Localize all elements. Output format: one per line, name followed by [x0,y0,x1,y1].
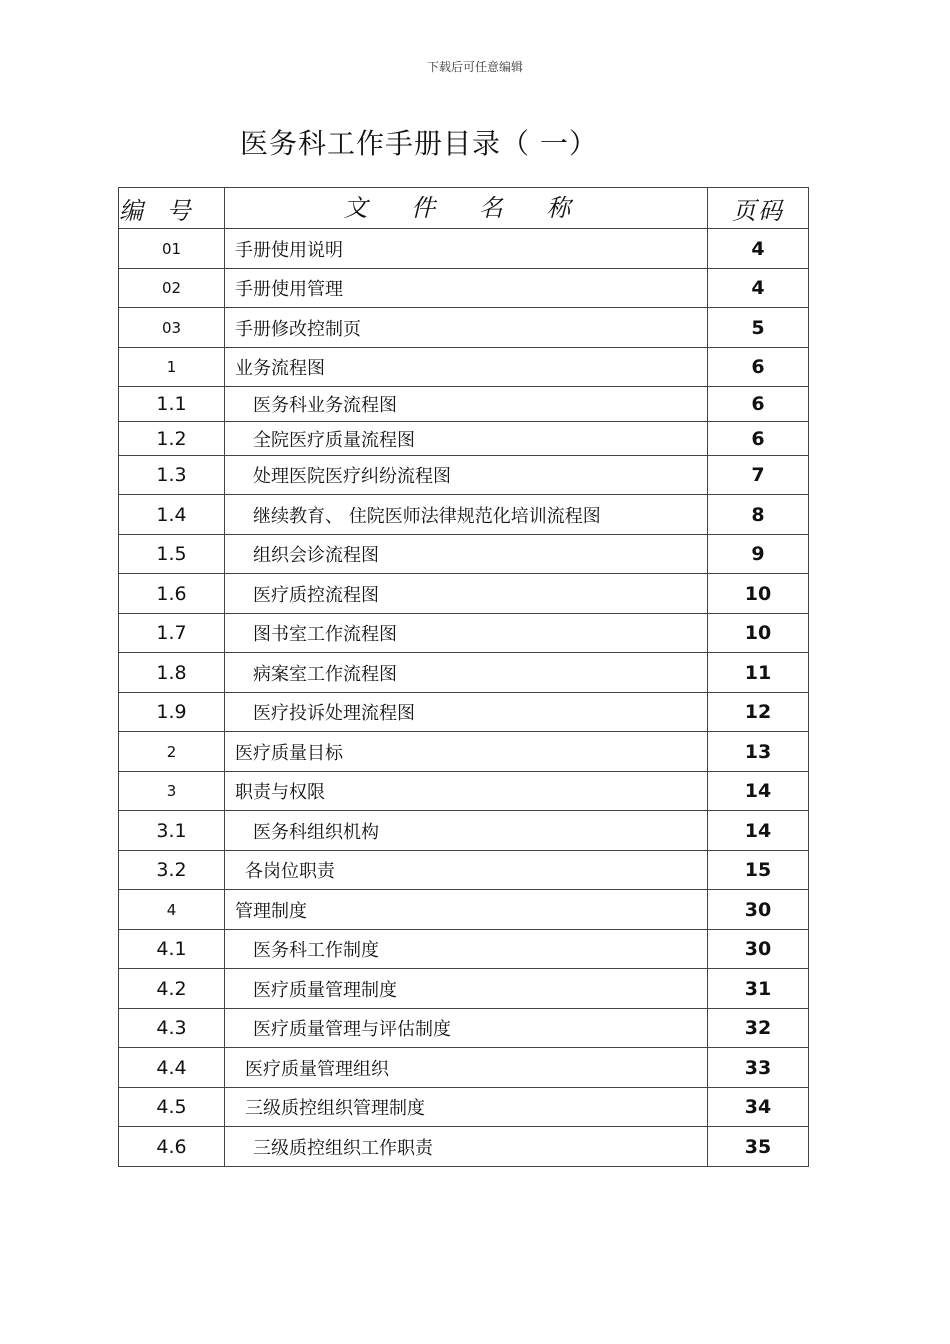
toc-page: 35 [708,1127,809,1167]
toc-number: 4.2 [119,969,225,1009]
toc-name: 医疗质控流程图 [225,574,708,614]
toc-number: 4.5 [119,1088,225,1127]
toc-page: 4 [708,229,809,269]
toc-page: 33 [708,1048,809,1088]
toc-row [119,772,809,811]
toc-number: 4 [119,890,225,930]
toc-number: 01 [119,229,225,269]
toc-row [119,851,809,890]
toc-number: 1 [119,348,225,387]
toc-row [119,811,809,851]
toc-number: 3.2 [119,851,225,890]
toc-name: 医疗质量管理与评估制度 [225,1009,708,1048]
toc-page: 13 [708,732,809,772]
toc-row [119,348,809,387]
toc-name: 继续教育、 住院医师法律规范化培训流程图 [225,495,708,535]
toc-name: 医疗投诉处理流程图 [225,693,708,732]
toc-page: 8 [708,495,809,535]
toc-page: 34 [708,1088,809,1127]
toc-name: 管理制度 [225,890,708,930]
toc-table [118,187,809,1167]
toc-name: 组织会诊流程图 [225,535,708,574]
toc-page: 4 [708,269,809,308]
toc-number: 4.4 [119,1048,225,1088]
toc-number: 1.2 [119,422,225,456]
toc-row [119,930,809,969]
toc-row [119,1048,809,1088]
toc-row [119,456,809,495]
toc-name: 医疗质量管理组织 [225,1048,708,1088]
column-header-name: 文 件 名 称 [225,188,708,229]
toc-row [119,269,809,308]
toc-row [119,653,809,693]
toc-number: 3 [119,772,225,811]
toc-name: 处理医院医疗纠纷流程图 [225,456,708,495]
toc-name: 全院医疗质量流程图 [225,422,708,456]
toc-number: 4.6 [119,1127,225,1167]
toc-page: 10 [708,614,809,653]
toc-number: 4.1 [119,930,225,969]
toc-number: 3.1 [119,811,225,851]
toc-number: 03 [119,308,225,348]
toc-row [119,890,809,930]
toc-name: 三级质控组织管理制度 [225,1088,708,1127]
toc-number: 1.4 [119,495,225,535]
toc-page: 6 [708,387,809,422]
toc-row [119,1127,809,1167]
toc-number: 1.8 [119,653,225,693]
toc-page: 6 [708,348,809,387]
column-header-page: 页码 [708,188,809,229]
toc-row [119,308,809,348]
toc-name: 医务科业务流程图 [225,387,708,422]
toc-number: 1.7 [119,614,225,653]
toc-name: 医务科组织机构 [225,811,708,851]
toc-number: 1.3 [119,456,225,495]
toc-page: 11 [708,653,809,693]
document-title: 医务科工作手册目录（ 一） [240,127,598,160]
toc-page: 7 [708,456,809,495]
toc-row [119,229,809,269]
toc-name: 医疗质量目标 [225,732,708,772]
toc-row [119,1009,809,1048]
toc-name: 图书室工作流程图 [225,614,708,653]
toc-page: 14 [708,772,809,811]
toc-name: 医务科工作制度 [225,930,708,969]
toc-number: 2 [119,732,225,772]
header-note: 下载后可任意编辑 [426,60,523,74]
toc-row [119,387,809,422]
toc-row [119,969,809,1009]
toc-name: 病案室工作流程图 [225,653,708,693]
toc-page: 32 [708,1009,809,1048]
toc-row [119,693,809,732]
toc-name: 三级质控组织工作职责 [225,1127,708,1167]
toc-page: 12 [708,693,809,732]
toc-name: 各岗位职责 [225,851,708,890]
column-header-number: 编 号 [119,188,225,229]
toc-number: 1.1 [119,387,225,422]
toc-row [119,732,809,772]
toc-name: 职责与权限 [225,772,708,811]
toc-page: 9 [708,535,809,574]
toc-name: 医疗质量管理制度 [225,969,708,1009]
toc-page: 6 [708,422,809,456]
toc-page: 15 [708,851,809,890]
toc-row [119,614,809,653]
toc-header-row [119,188,809,229]
toc-row [119,574,809,614]
toc-number: 1.6 [119,574,225,614]
toc-number: 1.5 [119,535,225,574]
toc-name: 手册使用管理 [225,269,708,308]
toc-number: 02 [119,269,225,308]
toc-page: 31 [708,969,809,1009]
toc-number: 1.9 [119,693,225,732]
toc-row [119,422,809,456]
toc-page: 30 [708,890,809,930]
toc-name: 手册使用说明 [225,229,708,269]
toc-page: 14 [708,811,809,851]
toc-number: 4.3 [119,1009,225,1048]
toc-name: 业务流程图 [225,348,708,387]
toc-row [119,535,809,574]
toc-name: 手册修改控制页 [225,308,708,348]
toc-page: 5 [708,308,809,348]
toc-page: 30 [708,930,809,969]
toc-row [119,495,809,535]
toc-row [119,1088,809,1127]
toc-page: 10 [708,574,809,614]
